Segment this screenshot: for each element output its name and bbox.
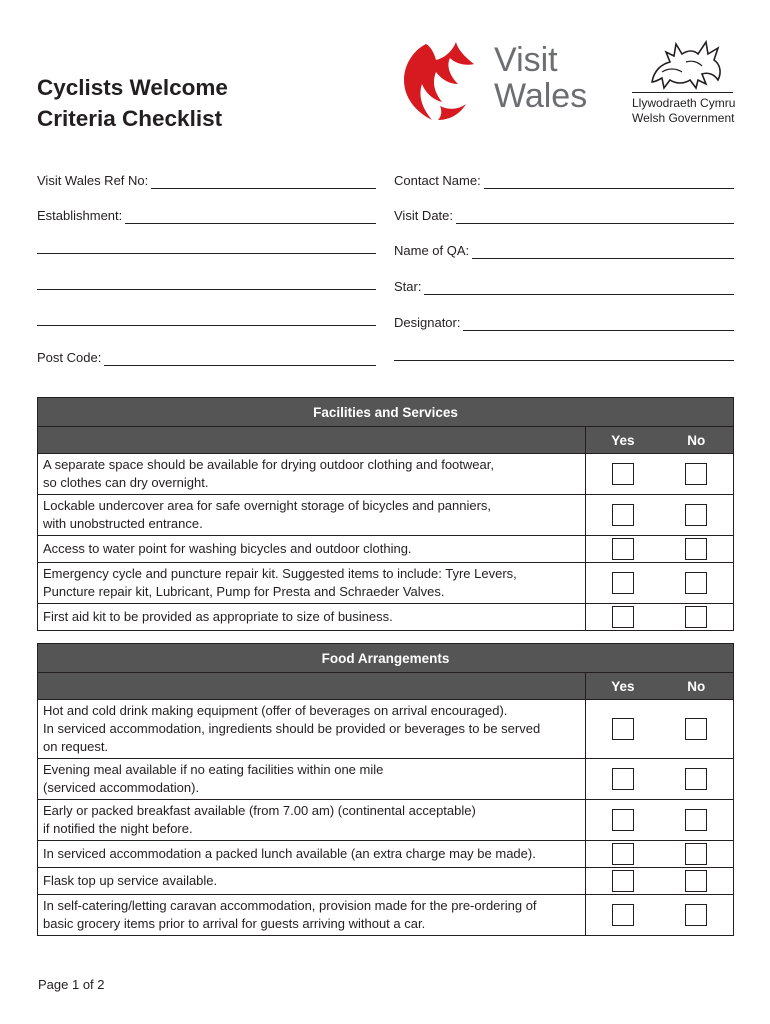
no-checkbox[interactable] bbox=[685, 809, 707, 831]
yes-checkbox[interactable] bbox=[612, 870, 634, 892]
yes-checkbox[interactable] bbox=[612, 718, 634, 740]
title-line-1: Cyclists Welcome bbox=[37, 75, 228, 100]
table-row bbox=[38, 495, 734, 536]
government-divider bbox=[632, 92, 733, 93]
logo-word-wales: Wales bbox=[494, 77, 588, 115]
visit-date-line[interactable] bbox=[456, 212, 734, 224]
contact-name-line[interactable] bbox=[484, 177, 734, 189]
page-number: Page 1 of 2 bbox=[38, 977, 105, 992]
criterion-text: In serviced accommodation a packed lunch available (an extra charge may be made). bbox=[38, 841, 586, 868]
table-row bbox=[38, 895, 734, 936]
criterion-text: Hot and cold drink making equipment (offer of beverages on arrival encouraged). In serviced accommodation, ingredients should be provided or beverages to be served on request. bbox=[38, 700, 586, 759]
section-title: Facilities and Services bbox=[38, 398, 734, 427]
table-row bbox=[38, 454, 734, 495]
qa-name-line[interactable] bbox=[472, 247, 734, 259]
header-spacer bbox=[38, 673, 586, 700]
welsh-government-dragon-icon bbox=[642, 32, 724, 92]
no-checkbox[interactable] bbox=[685, 606, 707, 628]
no-checkbox[interactable] bbox=[685, 904, 707, 926]
visit-date-field[interactable] bbox=[394, 206, 734, 224]
table-row bbox=[38, 604, 734, 631]
establishment-line[interactable] bbox=[125, 212, 376, 224]
facilities-table bbox=[37, 397, 734, 631]
no-checkbox[interactable] bbox=[685, 572, 707, 594]
designator-label: Designator: bbox=[394, 315, 461, 330]
qa-name-label: Name of QA: bbox=[394, 243, 470, 258]
welsh-government-label bbox=[632, 96, 735, 126]
table-row bbox=[38, 800, 734, 841]
no-checkbox[interactable] bbox=[685, 768, 707, 790]
yes-checkbox[interactable] bbox=[612, 538, 634, 560]
gov-english-name: Welsh Government bbox=[632, 111, 735, 125]
post-code-line[interactable] bbox=[104, 354, 376, 366]
gov-welsh-name: Llywodraeth Cymru bbox=[632, 96, 736, 110]
ref-no-field[interactable] bbox=[37, 171, 376, 189]
contact-name-field[interactable] bbox=[394, 171, 734, 189]
table-row bbox=[38, 759, 734, 800]
title-line-2: Criteria Checklist bbox=[37, 106, 223, 131]
criterion-text: In self-catering/letting caravan accommodation, provision made for the pre-ordering of basic grocery items prior to arrival for guests arriving without a car. bbox=[38, 895, 586, 936]
yes-checkbox[interactable] bbox=[612, 572, 634, 594]
no-checkbox[interactable] bbox=[685, 504, 707, 526]
star-line[interactable] bbox=[424, 283, 734, 295]
post-code-label: Post Code: bbox=[37, 350, 102, 365]
establishment-field[interactable] bbox=[37, 206, 376, 224]
no-column-header: No bbox=[660, 427, 734, 454]
criterion-text: Access to water point for washing bicycles and outdoor clothing. bbox=[38, 536, 586, 563]
section-title: Food Arrangements bbox=[38, 644, 734, 673]
ref-no-label: Visit Wales Ref No: bbox=[37, 173, 149, 188]
yes-checkbox[interactable] bbox=[612, 809, 634, 831]
designator-field[interactable] bbox=[394, 313, 734, 331]
criterion-text: Lockable undercover area for safe overnight storage of bicycles and panniers, with unobstructed entrance. bbox=[38, 495, 586, 536]
logo-word-visit: Visit bbox=[494, 41, 558, 79]
no-checkbox[interactable] bbox=[685, 718, 707, 740]
yes-checkbox[interactable] bbox=[612, 463, 634, 485]
yes-checkbox[interactable] bbox=[612, 504, 634, 526]
yes-checkbox[interactable] bbox=[612, 843, 634, 865]
contact-name-label: Contact Name: bbox=[394, 173, 481, 188]
criterion-text: First aid kit to be provided as appropriate to size of business. bbox=[38, 604, 586, 631]
qa-name-field[interactable] bbox=[394, 241, 734, 259]
establishment-label: Establishment: bbox=[37, 208, 123, 223]
no-checkbox[interactable] bbox=[685, 870, 707, 892]
criterion-text: Early or packed breakfast available (from 7.00 am) (continental acceptable) if notified the night before. bbox=[38, 800, 586, 841]
post-code-field[interactable] bbox=[37, 348, 376, 366]
yes-column-header: Yes bbox=[586, 427, 660, 454]
designator-line-2[interactable] bbox=[394, 360, 734, 361]
table-row bbox=[38, 563, 734, 604]
no-checkbox[interactable] bbox=[685, 463, 707, 485]
no-checkbox[interactable] bbox=[685, 843, 707, 865]
food-table bbox=[37, 643, 734, 936]
criterion-text: Emergency cycle and puncture repair kit. Suggested items to include: Tyre Levers, Puncture repair kit, Lubricant, Pump for Presta and Schraeder Valves. bbox=[38, 563, 586, 604]
no-column-header: No bbox=[660, 673, 734, 700]
no-checkbox[interactable] bbox=[685, 538, 707, 560]
page-title bbox=[37, 72, 228, 134]
criterion-text: Evening meal available if no eating facilities within one mile (serviced accommodation). bbox=[38, 759, 586, 800]
designator-line[interactable] bbox=[463, 319, 734, 331]
visit-wales-wordmark bbox=[494, 42, 587, 114]
yes-checkbox[interactable] bbox=[612, 768, 634, 790]
establishment-line-3[interactable] bbox=[37, 289, 376, 290]
visit-wales-dragon-logo-icon bbox=[396, 40, 480, 124]
establishment-line-2[interactable] bbox=[37, 253, 376, 254]
ref-no-line[interactable] bbox=[151, 177, 376, 189]
table-row bbox=[38, 536, 734, 563]
establishment-line-4[interactable] bbox=[37, 325, 376, 326]
visit-date-label: Visit Date: bbox=[394, 208, 454, 223]
yes-checkbox[interactable] bbox=[612, 904, 634, 926]
criterion-text: Flask top up service available. bbox=[38, 868, 586, 895]
star-label: Star: bbox=[394, 279, 422, 294]
header-spacer bbox=[38, 427, 586, 454]
yes-column-header: Yes bbox=[586, 673, 660, 700]
criterion-text: A separate space should be available for drying outdoor clothing and footwear, so clothes can dry overnight. bbox=[38, 454, 586, 495]
table-row bbox=[38, 700, 734, 759]
table-row bbox=[38, 841, 734, 868]
table-row bbox=[38, 868, 734, 895]
yes-checkbox[interactable] bbox=[612, 606, 634, 628]
star-field[interactable] bbox=[394, 277, 734, 295]
